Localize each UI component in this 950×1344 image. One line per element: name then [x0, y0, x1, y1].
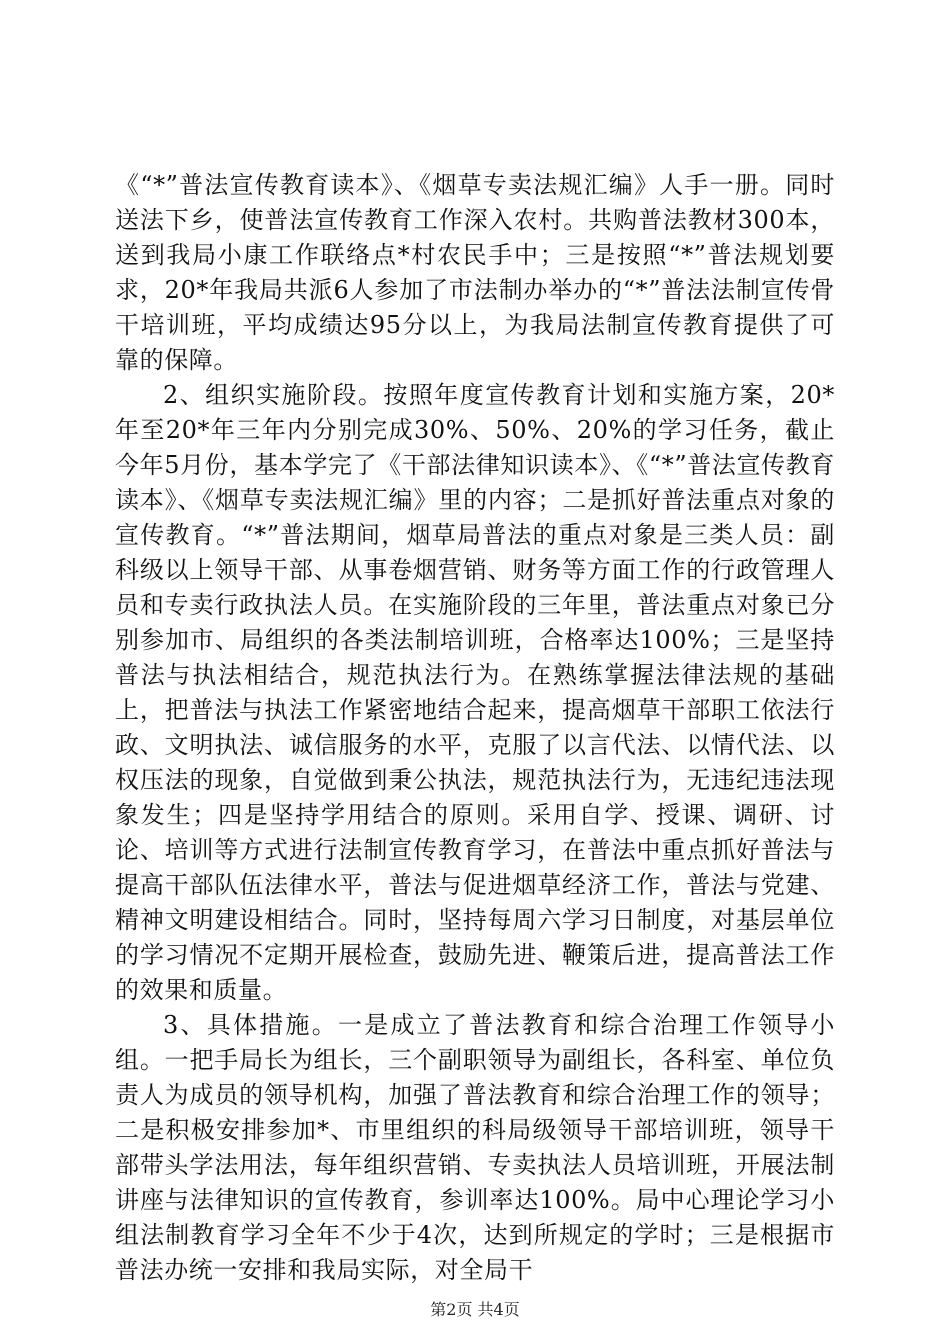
page-number-footer: 第2页 共4页 [430, 1300, 520, 1319]
document-body [115, 168, 835, 1288]
paragraph-implementation-stage: 2、组织实施阶段。按照年度宣传教育计划和实施方案，20*年至20*年三年内分别完成30%、50%、20%的学习任务，截止今年5月份，基本学完了《干部法律知识读本》、《“*”普法宣传教育读本》、《烟草专卖法规汇编》里的内容；二是抓好普法重点对象的宣传教育。“*”普法期间，烟草局普法的重点对象是三类人员：副科级以上领导干部、从事卷烟营销、财务等方面工作的行政管理人员和专卖行政执法人员。在实施阶段的三年里，普法重点对象已分别参加市、局组织的各类法制培训班，合格率达100%；三是坚持普法与执法相结合，规范执法行为。在熟练掌握法律法规的基础上，把普法与执法工作紧密地结合起来，提高烟草干部职工依法行政、文明执法、诚信服务的水平，克服了以言代法、以情代法、以权压法的现象，自觉做到秉公执法，规范执法行为，无违纪违法现象发生；四是坚持学用结合的原则。采用自学、授课、调研、讨论、培训等方式进行法制宣传教育学习，在普法中重点抓好普法与提高干部队伍法律水平，普法与促进烟草经济工作，普法与党建、精神文明建设相结合。同时，坚持每周六学习日制度，对基层单位的学习情况不定期开展检查，鼓励先进、鞭策后进，提高普法工作的效果和质量。 [115, 381, 835, 1004]
paragraph-continuation: 《“*”普法宣传教育读本》、《烟草专卖法规汇编》人手一册。同时送法下乡，使普法宣传教育工作深入农村。共购普法教材300本，送到我局小康工作联络点*村农民手中；三是按照“*”普法规划要求，20*年我局共派6人参加了市法制办举办的“*”普法法制宣传骨干培训班，平均成绩达95分以上，为我局法制宣传教育提供了可靠的保障。 [115, 171, 835, 374]
paragraph-specific-measures: 3、具体措施。一是成立了普法教育和综合治理工作领导小组。一把手局长为组长，三个副职领导为副组长，各科室、单位负责人为成员的领导机构，加强了普法教育和综合治理工作的领导；二是积极安排参加*、市里组织的科局级领导干部培训班，领导干部带头学法用法，每年组织营销、专卖执法人员培训班，开展法制讲座与法律知识的宣传教育，参训率达100%。局中心理论学习小组法制教育学习全年不少于4次，达到所规定的学时；三是根据市普法办统一安排和我局实际，对全局干 [115, 1011, 835, 1284]
